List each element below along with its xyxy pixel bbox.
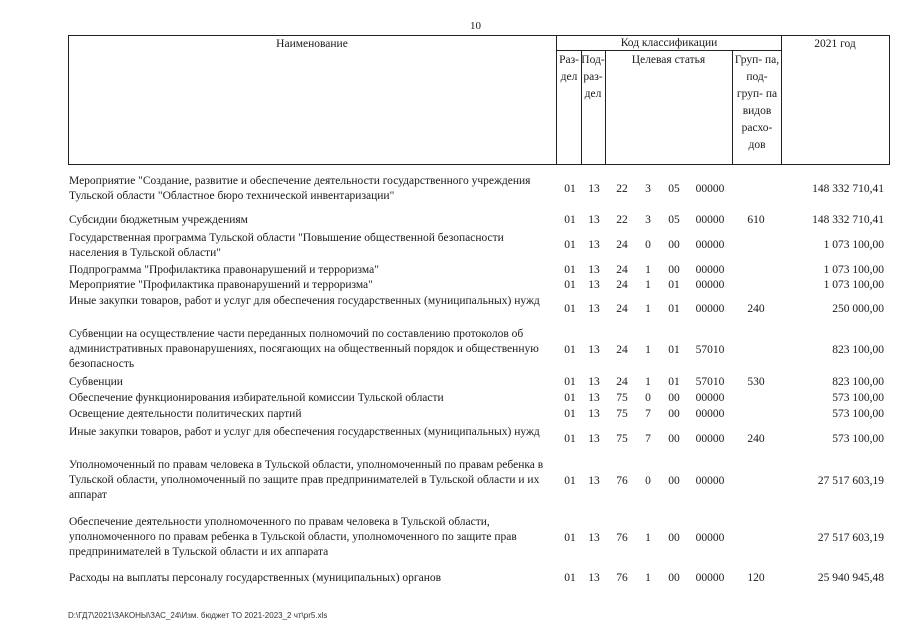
- cell-sum: 823 100,00: [832, 376, 884, 388]
- cell-section: 01: [564, 572, 576, 584]
- cell-subsection: 13: [588, 475, 600, 487]
- row-name: Государственная программа Тульской области "Повышение общественной безопасности населения в Тульской области": [69, 232, 504, 259]
- cell-target-2: 7: [645, 408, 651, 420]
- row-name: Освещение деятельности политических партий: [69, 408, 302, 420]
- cell-target-2: 3: [645, 214, 651, 226]
- cell-section: 01: [564, 376, 576, 388]
- cell-target-4: 57010: [695, 344, 725, 356]
- cell-subsection: 13: [588, 572, 600, 584]
- cell-target-1: 22: [616, 183, 628, 195]
- cell-target-3: 00: [668, 264, 680, 276]
- row-name: Иные закупки товаров, работ и услуг для обеспечения государственных (муниципальных) нужд: [69, 426, 540, 438]
- cell-target-2: 0: [645, 475, 651, 487]
- cell-target-1: 24: [616, 279, 628, 291]
- cell-target-1: 75: [616, 408, 628, 420]
- table-row: [0, 263, 905, 279]
- cell-target-2: 1: [645, 532, 651, 544]
- header-subsection: Под- раз- дел: [581, 54, 605, 100]
- cell-sum: 823 100,00: [832, 344, 884, 356]
- cell-subsection: 13: [588, 433, 600, 445]
- table-row: [0, 213, 905, 229]
- cell-target-4: 00000: [695, 183, 725, 195]
- cell-subsection: 13: [588, 303, 600, 315]
- cell-target-3: 00: [668, 392, 680, 404]
- cell-sum: 1 073 100,00: [823, 239, 884, 251]
- row-name: Субвенции на осуществление части переданных полномочий по составлению протоколов об административных правонарушениях, посягающих на общественный порядок и общественную безопасность: [69, 328, 539, 370]
- cell-section: 01: [564, 239, 576, 251]
- row-name: Подпрограмма "Профилактика правонарушений и терроризма": [69, 264, 379, 276]
- row-name: Обеспечение деятельности уполномоченного по правам человека в Тульской области, уполномоченного по правам ребенка в Тульской области, уполномоченного по защите прав предпринимателей в Тульской области и их аппарата: [69, 516, 517, 558]
- cell-target-2: 1: [645, 303, 651, 315]
- row-name: Иные закупки товаров, работ и услуг для обеспечения государственных (муниципальных) нужд: [69, 295, 540, 307]
- cell-sum: 148 332 710,41: [812, 183, 884, 195]
- cell-target-3: 01: [668, 376, 680, 388]
- cell-sum: 148 332 710,41: [812, 214, 884, 226]
- cell-target-2: 0: [645, 392, 651, 404]
- cell-target-3: 01: [668, 279, 680, 291]
- cell-target-2: 0: [645, 239, 651, 251]
- cell-target-1: 24: [616, 376, 628, 388]
- cell-expense-group: 530: [747, 376, 765, 388]
- cell-target-4: 00000: [695, 408, 725, 420]
- cell-target-4: 57010: [695, 376, 725, 388]
- cell-target-3: 00: [668, 239, 680, 251]
- cell-target-2: 1: [645, 264, 651, 276]
- cell-target-4: 00000: [695, 279, 725, 291]
- cell-subsection: 13: [588, 376, 600, 388]
- header-target-article: Целевая статья: [631, 54, 706, 66]
- cell-target-1: 24: [616, 264, 628, 276]
- cell-section: 01: [564, 532, 576, 544]
- table-row: [0, 278, 905, 294]
- cell-sum: 250 000,00: [832, 303, 884, 315]
- cell-target-4: 00000: [695, 572, 725, 584]
- table-row: [0, 515, 905, 561]
- cell-sum: 573 100,00: [832, 392, 884, 404]
- cell-sum: 27 517 603,19: [817, 475, 884, 487]
- table-row: [0, 571, 905, 587]
- cell-subsection: 13: [588, 279, 600, 291]
- cell-target-2: 3: [645, 183, 651, 195]
- cell-section: 01: [564, 475, 576, 487]
- cell-target-3: 05: [668, 214, 680, 226]
- cell-target-3: 00: [668, 572, 680, 584]
- row-name: Расходы на выплаты персоналу государственных (муниципальных) органов: [69, 572, 442, 584]
- cell-expense-group: 240: [747, 433, 765, 445]
- cell-section: 01: [564, 433, 576, 445]
- header-classification: Код классификации: [620, 37, 718, 49]
- cell-sum: 573 100,00: [832, 433, 884, 445]
- header-section: Раз- дел: [559, 54, 579, 83]
- row-name: Субвенции: [69, 376, 123, 388]
- cell-target-2: 1: [645, 572, 651, 584]
- cell-target-1: 76: [616, 475, 628, 487]
- cell-subsection: 13: [588, 344, 600, 356]
- cell-target-3: 01: [668, 303, 680, 315]
- cell-section: 01: [564, 183, 576, 195]
- row-name: Субсидии бюджетным учреждениям: [69, 214, 248, 226]
- cell-sum: 573 100,00: [832, 408, 884, 420]
- cell-subsection: 13: [588, 532, 600, 544]
- cell-sum: 1 073 100,00: [823, 279, 884, 291]
- cell-target-4: 00000: [695, 214, 725, 226]
- cell-target-4: 00000: [695, 532, 725, 544]
- table-row: [0, 458, 905, 504]
- cell-target-3: 00: [668, 475, 680, 487]
- cell-expense-group: 120: [747, 572, 765, 584]
- cell-sum: 1 073 100,00: [823, 264, 884, 276]
- cell-sum: 27 517 603,19: [817, 532, 884, 544]
- table-row: [0, 407, 905, 423]
- table-row: [0, 375, 905, 391]
- cell-target-1: 24: [616, 303, 628, 315]
- cell-sum: 25 940 945,48: [817, 572, 884, 584]
- cell-subsection: 13: [588, 214, 600, 226]
- cell-target-4: 00000: [695, 475, 725, 487]
- cell-target-1: 24: [616, 239, 628, 251]
- cell-target-4: 00000: [695, 264, 725, 276]
- cell-expense-group: 610: [747, 214, 765, 226]
- cell-section: 01: [564, 264, 576, 276]
- header-name: Наименование: [276, 38, 348, 50]
- cell-subsection: 13: [588, 408, 600, 420]
- cell-target-2: 1: [645, 279, 651, 291]
- header-expense-group: Груп- па, под- груп- па видов расхо- дов: [734, 54, 780, 151]
- cell-section: 01: [564, 279, 576, 291]
- cell-target-4: 00000: [695, 433, 725, 445]
- cell-target-1: 22: [616, 214, 628, 226]
- header-right-border: [889, 35, 890, 165]
- cell-target-3: 00: [668, 408, 680, 420]
- cell-target-2: 1: [645, 344, 651, 356]
- cell-target-2: 7: [645, 433, 651, 445]
- table-row: [0, 174, 905, 206]
- cell-section: 01: [564, 408, 576, 420]
- page-number: 10: [470, 20, 481, 32]
- cell-section: 01: [564, 344, 576, 356]
- cell-target-3: 00: [668, 433, 680, 445]
- cell-target-2: 1: [645, 376, 651, 388]
- cell-target-3: 01: [668, 344, 680, 356]
- cell-subsection: 13: [588, 392, 600, 404]
- cell-section: 01: [564, 303, 576, 315]
- cell-target-4: 00000: [695, 303, 725, 315]
- cell-target-4: 00000: [695, 392, 725, 404]
- row-name: Обеспечение функционирования избирательной комиссии Тульской области: [69, 392, 444, 404]
- table-row: [0, 391, 905, 407]
- table-row: [0, 327, 905, 373]
- file-path-footer: D:\ГД7\2021\ЗАКОНЫ\ЗАС_24\Изм. бюджет ТО 2021-2023_2 чт\pr5.xls: [68, 611, 328, 620]
- cell-expense-group: 240: [747, 303, 765, 315]
- row-name: Уполномоченный по правам человека в Тульской области, уполномоченный по правам ребенка в Тульской области, уполномоченный по защите прав предпринимателей в Тульской области и их аппарат: [69, 459, 544, 501]
- cell-target-1: 24: [616, 344, 628, 356]
- cell-subsection: 13: [588, 239, 600, 251]
- cell-target-1: 76: [616, 572, 628, 584]
- row-name: Мероприятие "Профилактика правонарушений и терроризма": [69, 279, 373, 291]
- header-bottom-border: [68, 164, 890, 165]
- cell-section: 01: [564, 392, 576, 404]
- cell-target-3: 05: [668, 183, 680, 195]
- cell-target-1: 76: [616, 532, 628, 544]
- row-name: Мероприятие "Создание, развитие и обеспечение деятельности государственного учреждения Тульской области "Областное бюро технической инвентаризации": [69, 175, 531, 202]
- cell-target-4: 00000: [695, 239, 725, 251]
- cell-target-1: 75: [616, 433, 628, 445]
- cell-target-3: 00: [668, 532, 680, 544]
- cell-section: 01: [564, 214, 576, 226]
- cell-subsection: 13: [588, 183, 600, 195]
- cell-subsection: 13: [588, 264, 600, 276]
- header-left-border: [68, 35, 69, 165]
- divider-year-col: [781, 35, 782, 165]
- cell-target-1: 75: [616, 392, 628, 404]
- table-row: [0, 425, 905, 457]
- table-row: [0, 294, 905, 326]
- header-year: 2021 год: [814, 38, 856, 50]
- table-row: [0, 231, 905, 263]
